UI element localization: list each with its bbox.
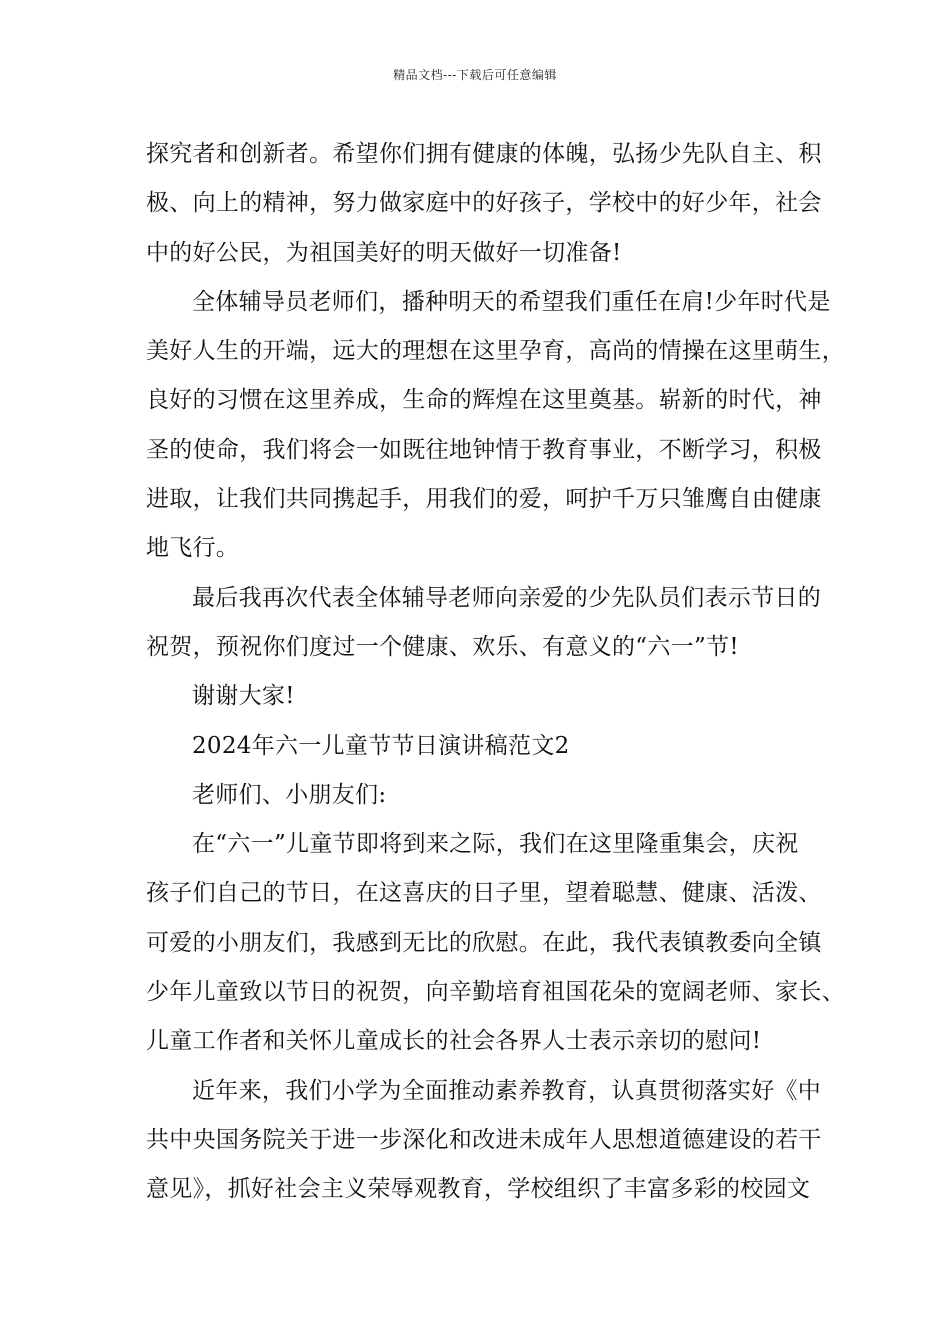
paragraph-start-line: 全体辅导员老师们，播种明天的希望我们重任在肩!少年时代是 bbox=[192, 288, 831, 315]
text-line: 儿童工作者和关怀儿童成长的社会各界人士表示亲切的慰问! bbox=[146, 1028, 762, 1055]
document-body bbox=[146, 130, 845, 1215]
text-line: 可爱的小朋友们，我感到无比的欣慰。在此，我代表镇教委向全镇 bbox=[146, 929, 822, 956]
text-line: 孩子们自己的节日，在这喜庆的日子里，望着聪慧、健康、活泼、 bbox=[146, 880, 822, 907]
text-line: 良好的习惯在这里养成，生命的辉煌在这里奠基。崭新的时代，神 bbox=[146, 387, 822, 414]
paragraph-start-line: 近年来，我们小学为全面推动素养教育，认真贯彻落实好《中 bbox=[192, 1077, 822, 1104]
closing-thanks: 谢谢大家! bbox=[192, 683, 295, 710]
text-line: 少年儿童致以节日的祝贺，向辛勤培育祖国花朵的宽阔老师、家长、 bbox=[146, 979, 845, 1006]
text-line: 共中央国务院关于进一步深化和改进未成年人思想道德建设的若干 bbox=[146, 1126, 822, 1153]
text-line: 祝贺，预祝你们度过一个健康、欢乐、有意义的“六一”节! bbox=[146, 633, 739, 660]
text-line: 意见》，抓好社会主义荣辱观教育，学校组织了丰富多彩的校园文 bbox=[146, 1176, 811, 1203]
section-title: 2024年六一儿童节节日演讲稿范文2 bbox=[192, 732, 570, 759]
salutation: 老师们、小朋友们: bbox=[192, 781, 387, 808]
text-line: 进取，让我们共同携起手，用我们的爱，呵护千万只雏鹰自由健康 bbox=[146, 486, 822, 513]
text-line: 圣的使命，我们将会一如既往地钟情于教育事业，不断学习，积极 bbox=[146, 436, 822, 463]
text-line: 地飞行。 bbox=[146, 535, 240, 562]
text-line: 中的好公民，为祖国美好的明天做好一切准备! bbox=[146, 239, 622, 266]
paragraph-start-line: 最后我再次代表全体辅导老师向亲爱的少先队员们表示节日的 bbox=[192, 584, 822, 611]
text-line: 极、向上的精神，努力做家庭中的好孩子，学校中的好少年，社会 bbox=[146, 190, 822, 217]
page-header: 精品文档---下载后可任意编辑 bbox=[393, 68, 557, 82]
text-line: 美好人生的开端，远大的理想在这里孕育，高尚的情操在这里萌生， bbox=[146, 338, 845, 365]
text-line: 探究者和创新者。希望你们拥有健康的体魄，弘扬少先队自主、积 bbox=[146, 141, 822, 167]
paragraph-start-line: 在“六一”儿童节即将到来之际，我们在这里隆重集会，庆祝 bbox=[192, 831, 799, 858]
